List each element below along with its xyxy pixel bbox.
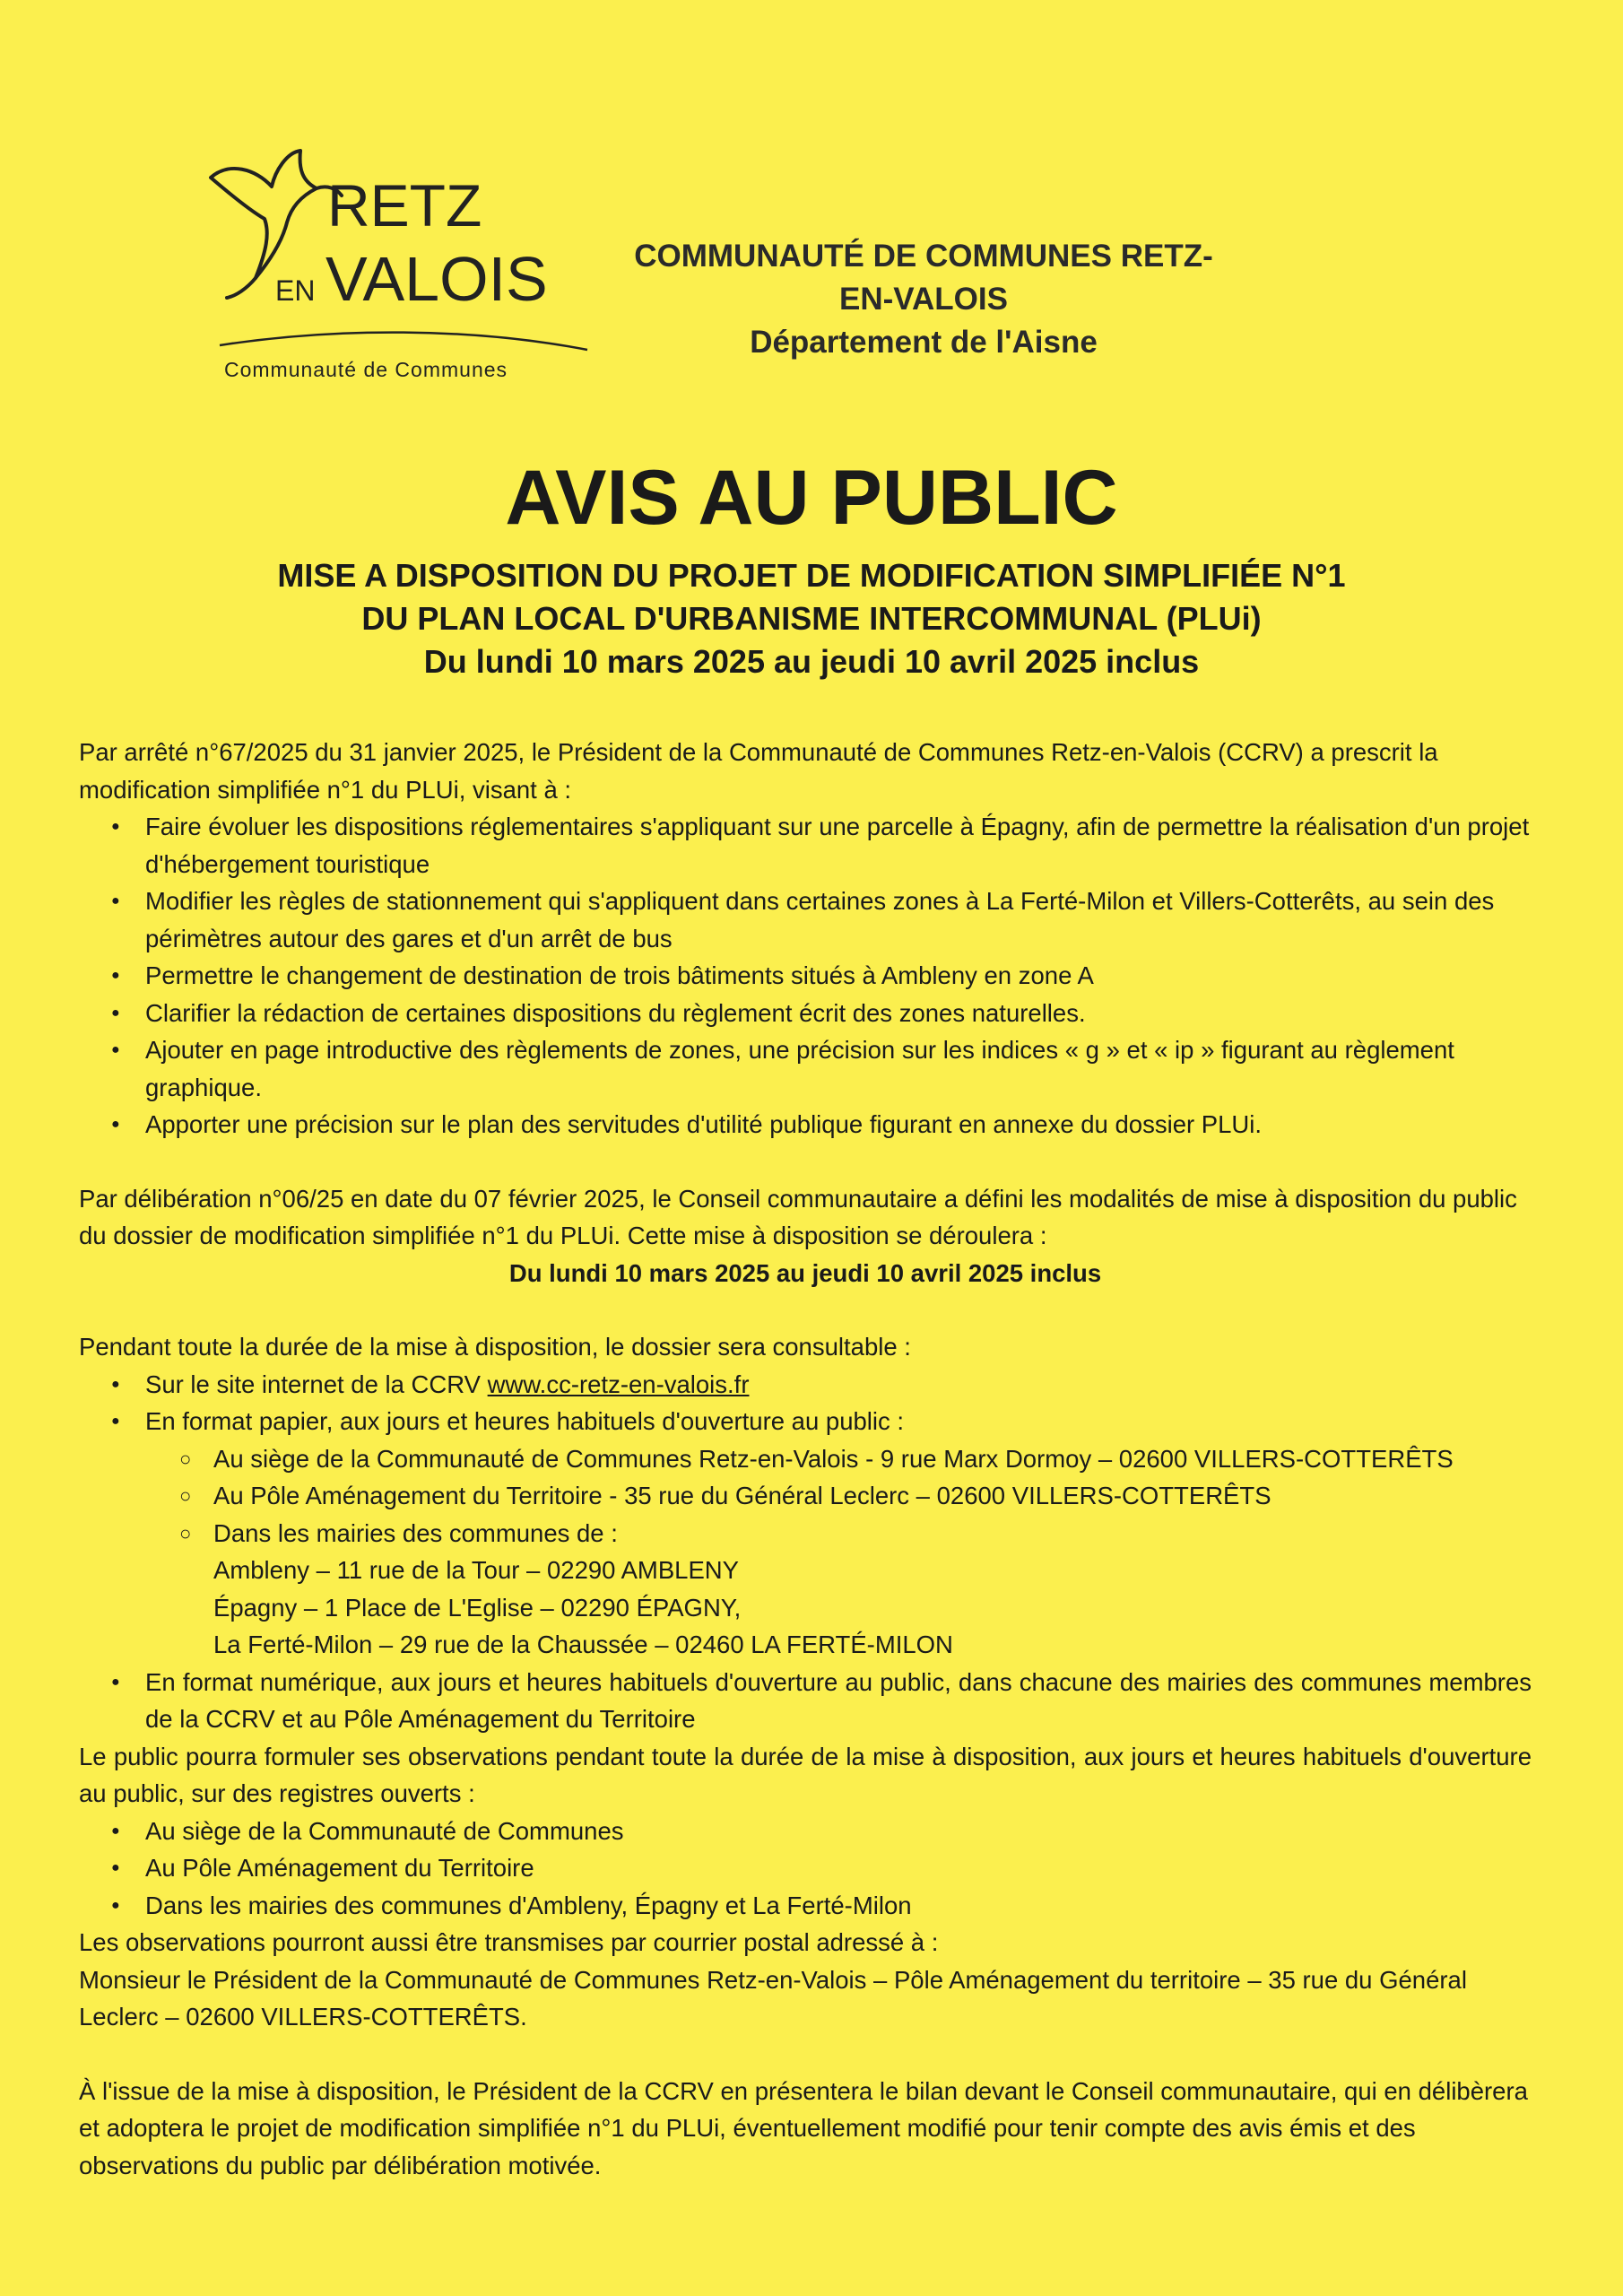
list-item: ● Dans les mairies des communes d'Ambleny, Épagny et La Ferté-Milon	[79, 1887, 1532, 1925]
logo-tagline: Communauté de Communes	[224, 358, 508, 381]
page-title: AVIS AU PUBLIC	[505, 455, 1118, 541]
section1-intro: Par arrêté n°67/2025 du 31 janvier 2025, le Président de la Communauté de Communes Retz-en-Valois (CCRV) a prescrit la modification simplifiée n°1 du PLUi, visant à :	[79, 738, 1438, 804]
list-item: ● Apporter une précision sur le plan des servitudes d'utilité publique figurant en annexe du dossier PLUi.	[79, 1106, 1532, 1144]
logo-word-retz: RETZ	[327, 172, 482, 239]
mairie-address: Épagny – 1 Place de L'Eglise – 02290 ÉPAGNY,	[213, 1593, 742, 1622]
section1-list	[79, 808, 1532, 1144]
list-item-paper-format: ● En format papier, aux jours et heures habituels d'ouverture au public :	[79, 1403, 1532, 1440]
section3-list	[79, 1366, 1532, 1738]
section4-intro: Le public pourra formuler ses observations pendant toute la durée de la mise à disposition, aux jours et heures habituels d'ouverture au public, sur des registres ouverts :	[79, 1742, 1532, 1807]
department-name: Département de l'Aisne	[750, 325, 1098, 360]
spacer	[79, 1292, 1532, 1328]
logo-graphic	[202, 144, 596, 390]
list-item: ● Ajouter en page introductive des règlements de zones, une précision sur les indices « g » et « ip » figurant au règlement graphique.	[79, 1031, 1532, 1106]
section2-text: Par délibération n°06/25 en date du 07 février 2025, le Conseil communautaire a défini les modalités de mise à disposition du public du dossier de modification simplifiée n°1 du PLUi. Cette mise à disposition se déroulera :	[79, 1184, 1517, 1249]
section3-intro: Pendant toute la durée de la mise à disposition, le dossier sera consultable :	[79, 1333, 911, 1361]
mairie-address: La Ferté-Milon – 29 rue de la Chaussée – 02460 LA FERTÉ-MILON	[213, 1631, 953, 1658]
subtitle-line-1: MISE A DISPOSITION DU PROJET DE MODIFICATION SIMPLIFIÉE N°1	[277, 557, 1346, 594]
list-item: ● Faire évoluer les dispositions réglementaires s'appliquant sur une parcelle à Épagny, afin de permettre la réalisation d'un projet d'hébergement touristique	[79, 808, 1532, 883]
postal-intro: Les observations pourront aussi être transmises par courrier postal adressé à :	[79, 1928, 939, 1956]
logo-word-valois: VALOIS	[325, 244, 548, 314]
list-item: ● Permettre le changement de destination de trois bâtiments situés à Ambleny en zone A	[79, 957, 1532, 995]
list-item: ● Modifier les règles de stationnement qui s'appliquent dans certaines zones à La Ferté-Milon et Villers-Cotterêts, au sein des périmètres autour des gares et d'un arrêt de bus	[79, 883, 1532, 957]
spacer	[79, 1144, 1532, 1180]
section2-dates: Du lundi 10 mars 2025 au jeudi 10 avril 2025 inclus	[508, 1258, 1102, 1287]
organization-header	[628, 235, 1219, 364]
section4-list	[79, 1813, 1532, 1925]
logo-swoosh	[220, 333, 587, 350]
page-subtitle	[0, 554, 1623, 683]
subtitle-line-2: DU PLAN LOCAL D'URBANISME INTERCOMMUNAL (PLUi)	[361, 600, 1262, 637]
retz-en-valois-logo	[202, 144, 596, 390]
sub-list-item: ○ Au siège de la Communauté de Communes Retz-en-Valois - 9 rue Marx Dormoy – 02600 VILLERS-COTTERÊTS	[79, 1440, 1532, 1478]
mairie-address: Ambleny – 11 rue de la Tour – 02290 AMBLENY	[213, 1556, 740, 1584]
subtitle-dates: Du lundi 10 mars 2025 au jeudi 10 avril 2025 inclus	[423, 643, 1200, 680]
website-prefix: Sur le site internet de la CCRV	[145, 1370, 488, 1398]
list-item-website	[79, 1366, 1532, 1404]
list-item: ● Au siège de la Communauté de Communes	[79, 1813, 1532, 1850]
logo-word-en: EN	[275, 274, 316, 307]
notice-body	[79, 734, 1532, 2184]
postal-address: Monsieur le Président de la Communauté de Communes Retz-en-Valois – Pôle Aménagement du territoire – 35 rue du Général Leclerc – 02600 VILLERS-COTTERÊTS.	[79, 1965, 1467, 2031]
sub-list-item: ○ Au Pôle Aménagement du Territoire - 35 rue du Général Leclerc – 02600 VILLERS-COTTERÊTS	[79, 1477, 1532, 1515]
sub-list-item: ○ Dans les mairies des communes de :	[79, 1515, 1532, 1552]
section5-text: À l'issue de la mise à disposition, le Président de la CCRV en présentera le bilan devant le Conseil communautaire, qui en délibèrera et adoptera le projet de modification simplifiée n°1 du PLUi, éventuellement modifié pour tenir compte des avis émis et des observations du public par délibération motivée.	[79, 2076, 1528, 2179]
list-item-digital-format: ● En format numérique, aux jours et heures habituels d'ouverture au public, dans chacune des mairies des communes membres de la CCRV et au Pôle Aménagement du Territoire	[79, 1664, 1532, 1738]
list-item: ● Au Pôle Aménagement du Territoire	[79, 1849, 1532, 1887]
spacer	[79, 2036, 1532, 2073]
organization-name: COMMUNAUTÉ DE COMMUNES RETZ-EN-VALOIS	[634, 239, 1213, 317]
website-link[interactable]: www.cc-retz-en-valois.fr	[487, 1370, 750, 1398]
list-item: ● Clarifier la rédaction de certaines dispositions du règlement écrit des zones naturelles.	[79, 995, 1532, 1032]
